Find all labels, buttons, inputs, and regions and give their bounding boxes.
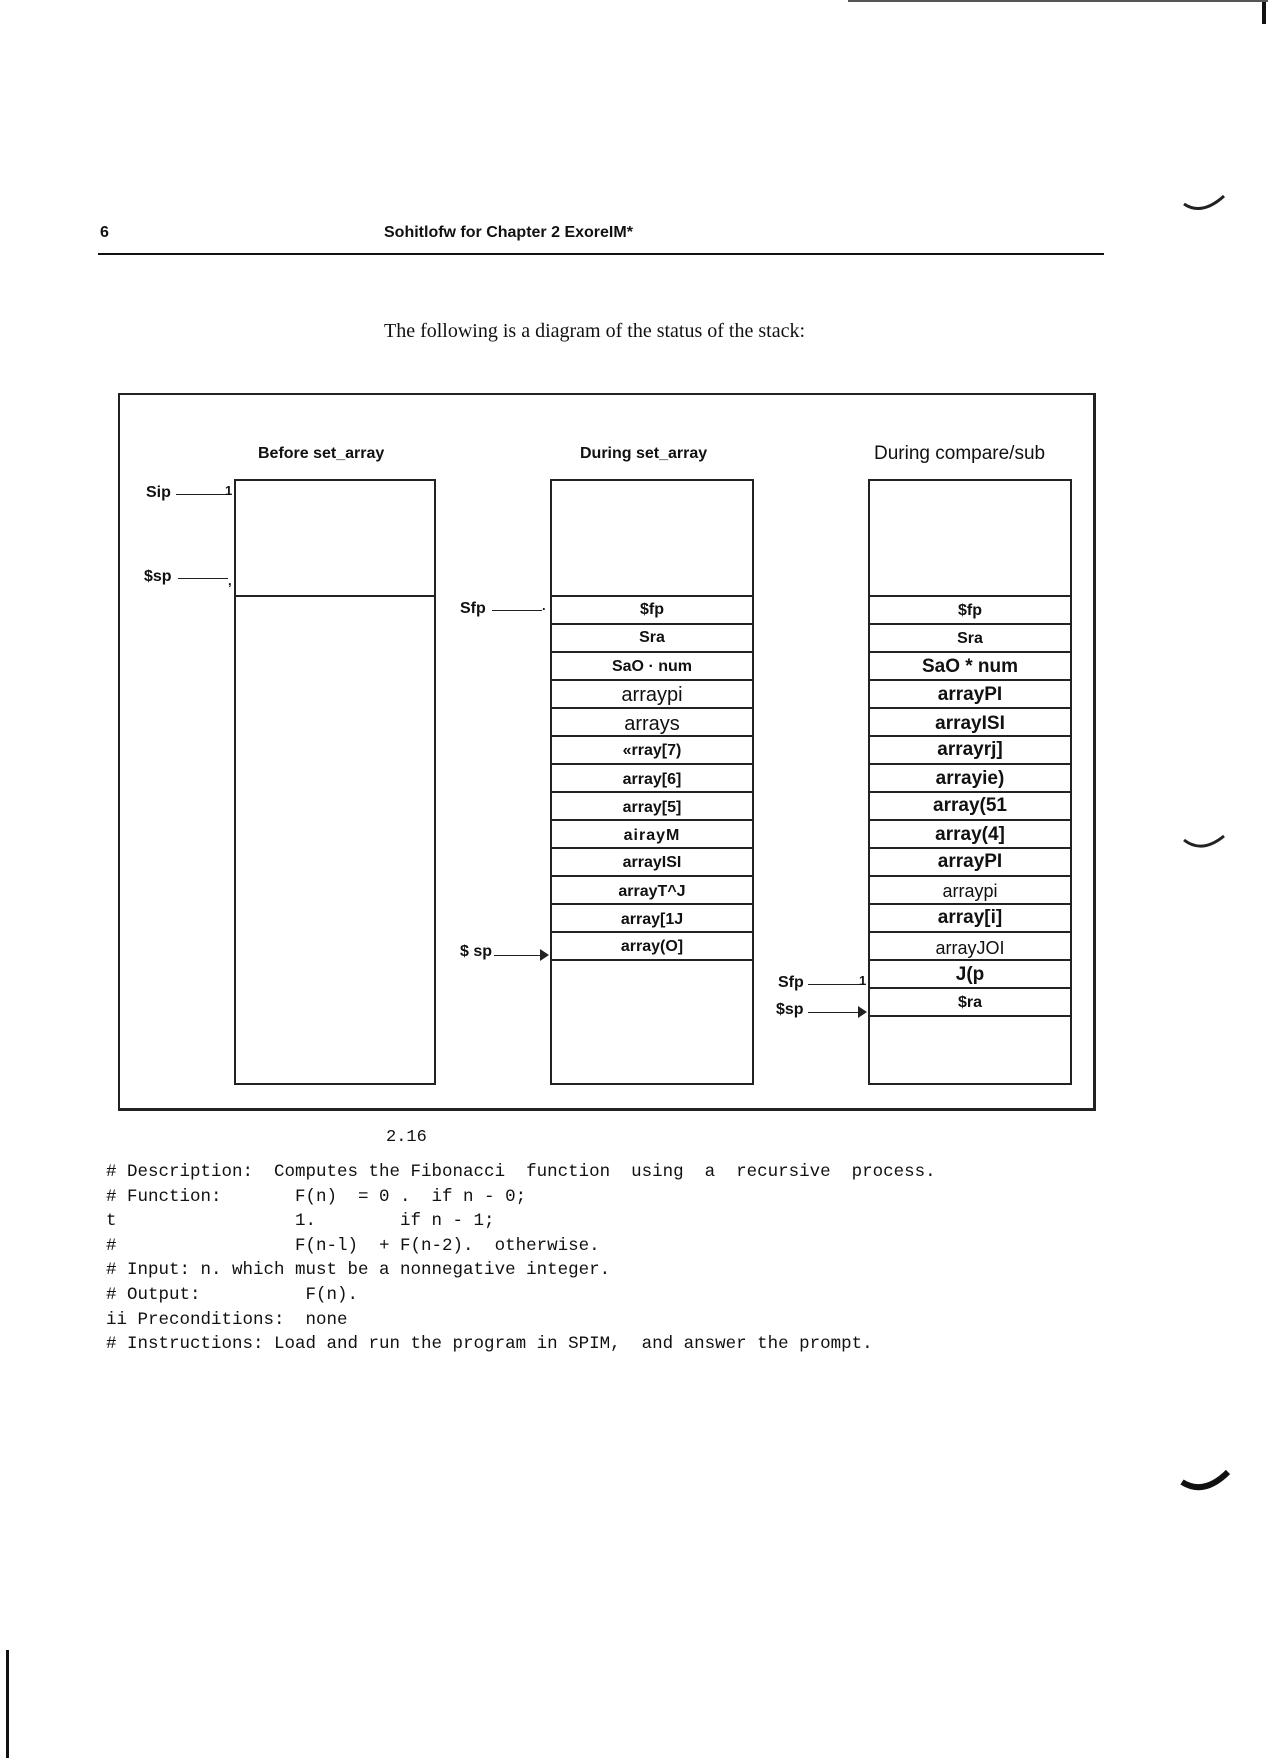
code-line: # F(n-l) + F(n-2). otherwise. (106, 1235, 600, 1256)
scan-edge-mark (6, 1650, 9, 1758)
stack-slot: array(O] (552, 931, 752, 959)
stack-slot: array[i] (870, 903, 1070, 931)
code-line: ii Preconditions: none (106, 1309, 348, 1330)
pointer-line (178, 578, 228, 579)
stack-slot: array[1J (552, 903, 752, 931)
pointer-label-fp-before: Sip (146, 484, 171, 501)
pointer-line (176, 494, 226, 495)
stack-slot: SaO * num (870, 651, 1070, 679)
stack-slot: array(51 (870, 791, 1070, 819)
stack-slot: $fp (870, 595, 1070, 623)
code-comment-block (106, 1160, 936, 1357)
stack-slot: arrayPI (870, 679, 1070, 707)
column-title-during-set-array: During set_array (580, 445, 708, 462)
stack-slot: arraypi (552, 679, 752, 707)
stack-slot: arraypi (870, 875, 1070, 903)
pointer-tick: 1 (225, 483, 233, 498)
pointer-line (494, 955, 544, 956)
stack-slot: J(p (870, 959, 1070, 987)
stack-before (234, 479, 436, 1085)
stack-slot: arrayrj] (870, 735, 1070, 763)
stack-slot: arrays (552, 707, 752, 735)
stack-during-compare (868, 479, 1072, 1085)
stack-slot: $ra (870, 987, 1070, 1015)
stack-slot: array[5] (552, 791, 752, 819)
stack-divider (870, 1015, 1070, 1017)
running-head: Sohitlofw for Chapter 2 ExoreIM* (384, 224, 633, 241)
stack-slot: arrayT^J (552, 875, 752, 903)
stack-slot: arrayPI (870, 847, 1070, 875)
pointer-line (492, 610, 542, 611)
scan-edge-mark (848, 0, 1268, 2)
stack-slot: $fp (552, 595, 752, 623)
stack-slot: arrayie) (870, 763, 1070, 791)
pointer-line (808, 984, 860, 985)
intro-text: The following is a diagram of the status of the stack: (384, 320, 806, 342)
scan-mark-icon (1180, 830, 1230, 860)
pointer-label-sp-compare: $sp (776, 1001, 804, 1018)
code-line: # Function: F(n) = 0 . if n - 0; (106, 1186, 527, 1207)
stack-slot: array[6] (552, 763, 752, 791)
scan-mark-icon (1178, 1464, 1234, 1500)
code-line: t 1. if n - 1; (106, 1211, 495, 1232)
stack-slot: arrayISI (870, 707, 1070, 735)
figure-number: 2.16 (386, 1128, 427, 1147)
stack-slot: array(4] (870, 819, 1070, 847)
stack-divider (552, 959, 752, 961)
pointer-arrow-icon (540, 949, 550, 961)
pointer-tick: . (542, 598, 546, 613)
pointer-label-fp-during: Sfp (460, 600, 486, 617)
stack-slot: Sra (870, 623, 1070, 651)
page-number: 6 (100, 224, 109, 241)
code-line: # Output: F(n). (106, 1284, 359, 1305)
pointer-label-fp-compare: Sfp (778, 974, 804, 991)
stack-during-set-array (550, 479, 754, 1085)
header-rule (98, 253, 1104, 255)
scan-edge-mark (1262, 0, 1266, 24)
scan-mark-icon (1180, 190, 1230, 220)
stack-divider (236, 595, 434, 597)
code-line: # Description: Computes the Fibonacci function using a recursive process. (106, 1162, 936, 1182)
pointer-label-sp-during: $ sp (460, 943, 493, 960)
stack-slot: SaO · num (552, 651, 752, 679)
stack-slot: arrayISI (552, 847, 752, 875)
pointer-label-sp-before: $sp (144, 568, 172, 585)
stack-slot: Sra (552, 623, 752, 651)
pointer-tick: 1 (859, 973, 867, 988)
code-line: # Input: n. which must be a nonnegative integer. (106, 1260, 611, 1281)
stack-slot: arrayJOI (870, 931, 1070, 959)
stack-slot: airayM (552, 819, 752, 847)
pointer-tick: , (228, 573, 232, 588)
stack-slot: «rray[7) (552, 735, 752, 763)
column-title-before: Before set_array (258, 445, 385, 462)
pointer-arrow-icon (858, 1006, 868, 1018)
pointer-line (808, 1012, 860, 1013)
column-title-during-compare: During compare/sub (874, 443, 1046, 464)
code-line: # Instructions: Load and run the program in SPIM, and answer the prompt. (106, 1334, 873, 1355)
